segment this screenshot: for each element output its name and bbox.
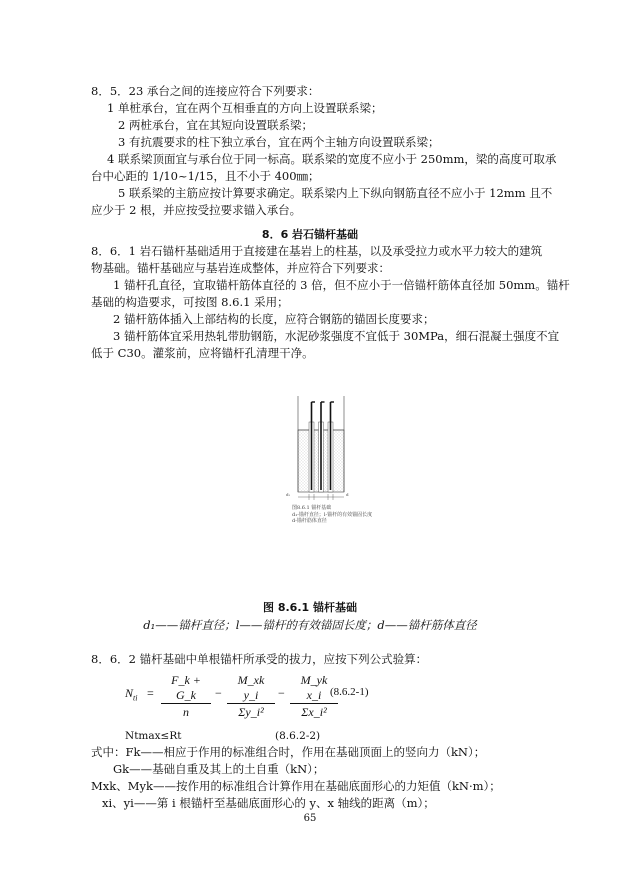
fraction-term: $\frac{\text{M\_yk x\_i}}{\text{Σx\_i²}}$ [290,673,338,720]
dim-label: d [346,492,349,497]
figure-caption: 图 8.6.1 锚杆基础 [263,601,357,614]
fraction-term: $\frac{F\_k + G\_k}{n}$ [161,673,211,720]
equation-number: (8.6.2-1) [330,686,369,698]
section-title: 8．6 岩石锚杆基础 [261,228,359,241]
clause-item: 3 有抗震要求的柱下独立承台，宜在两个主轴方向设置联系梁； [118,135,440,149]
clause-item-continued: 台中心距的 1/10~1/15，且不小于 400㎜； [91,169,320,183]
clause-8-5-23-heading: 8．5．23 承台之间的连接应符合下列要求： [91,84,320,98]
figure-inner-legend: d₁-锚杆直径；l-锚杆的有效锚固长度 [292,512,373,518]
clause-item: 2 锚杆筋体插入上部结构的长度，应符合钢筋的锚固长度要求； [113,312,435,326]
figure-inner-caption: 图8.6.1 锚杆基础 [292,505,332,511]
symbol-definition: Mxk、Myk——按作用的标准组合计算作用在基础底面形心的力矩值（kN·m）； [91,779,501,793]
clause-8-6-1-continued: 物基础。锚杆基础应与基岩连成整体，并应符合下列要求： [91,261,390,275]
clause-item-continued: 应少于 2 根，并应按受拉要求锚入承台。 [91,203,302,217]
clause-item: 4 联系梁顶面宜与承台位于同一标高。联系梁的宽度不应小于 250mm，梁的高度可取承 [107,152,557,166]
fraction-term: $\frac{\text{M\_xk y\_i}}{\text{Σy\_i²}}$ [227,673,275,720]
formula-8-6-2-2: Ntmax≤Rt [125,730,182,742]
clause-item: 2 两桩承台，宜在其短向设置联系梁； [118,118,313,132]
symbol-definition: xi、yi——第 i 根锚杆至基础底面形心的 y、x 轴线的距离（m）； [102,796,435,810]
minus-sign: − [278,686,285,700]
symbol-definition: 式中：Fk——相应于作用的标准组合时，作用在基础顶面上的竖向力（kN）； [91,745,486,759]
clause-item: 5 联系梁的主筋应按计算要求确定。联系梁内上下纵向钢筋直径不应小于 12mm 且不 [118,186,553,200]
clause-item: 1 单桩承台，宜在两个互相垂直的方向上设置联系梁； [107,101,383,115]
clause-8-6-1: 8．6．1 岩石锚杆基础适用于直接建在基岩上的柱基，以及承受拉力或水平力较大的建筑 [91,244,543,258]
formula-lhs: $N_{ti}$ [125,686,138,703]
dim-label: d₁ [286,492,291,497]
figure-inner-legend: d-锚杆筋体直径 [292,518,327,524]
clause-item-continued: 基础的构造要求，可按图 8.6.1 采用； [91,295,289,309]
equation-number: (8.6.2-2) [275,730,321,742]
clause-item: 3 锚杆筋体宜采用热轧带肋钢筋，水泥砂浆强度不宜低于 30MPa，细石混凝土强度不宜 [113,329,560,343]
page-number: 65 [303,813,317,824]
clause-item-continued: 低于 C30。灌浆前，应将锚杆孔清理干净。 [91,346,314,360]
symbol-definition: Gk——基础自重及其上的土自重（kN）； [113,762,325,776]
equals-sign: = [147,686,154,700]
clause-8-6-2: 8．6．2 锚杆基础中单根锚杆所承受的拔力，应按下列公式验算： [91,652,428,666]
anchor-foundation-figure [286,392,373,524]
formula-8-6-2-1 [125,670,405,722]
anchor-drawing [290,392,352,502]
figure-legend: d₁——锚杆直径；l——锚杆的有效锚固长度；d——锚杆筋体直径 [143,618,477,632]
minus-sign: − [215,686,222,700]
clause-item: 1 锚杆孔直径，宜取锚杆筋体直径的 3 倍，但不应小于一倍锚杆筋体直径加 50mm。锚杆 [113,278,570,292]
